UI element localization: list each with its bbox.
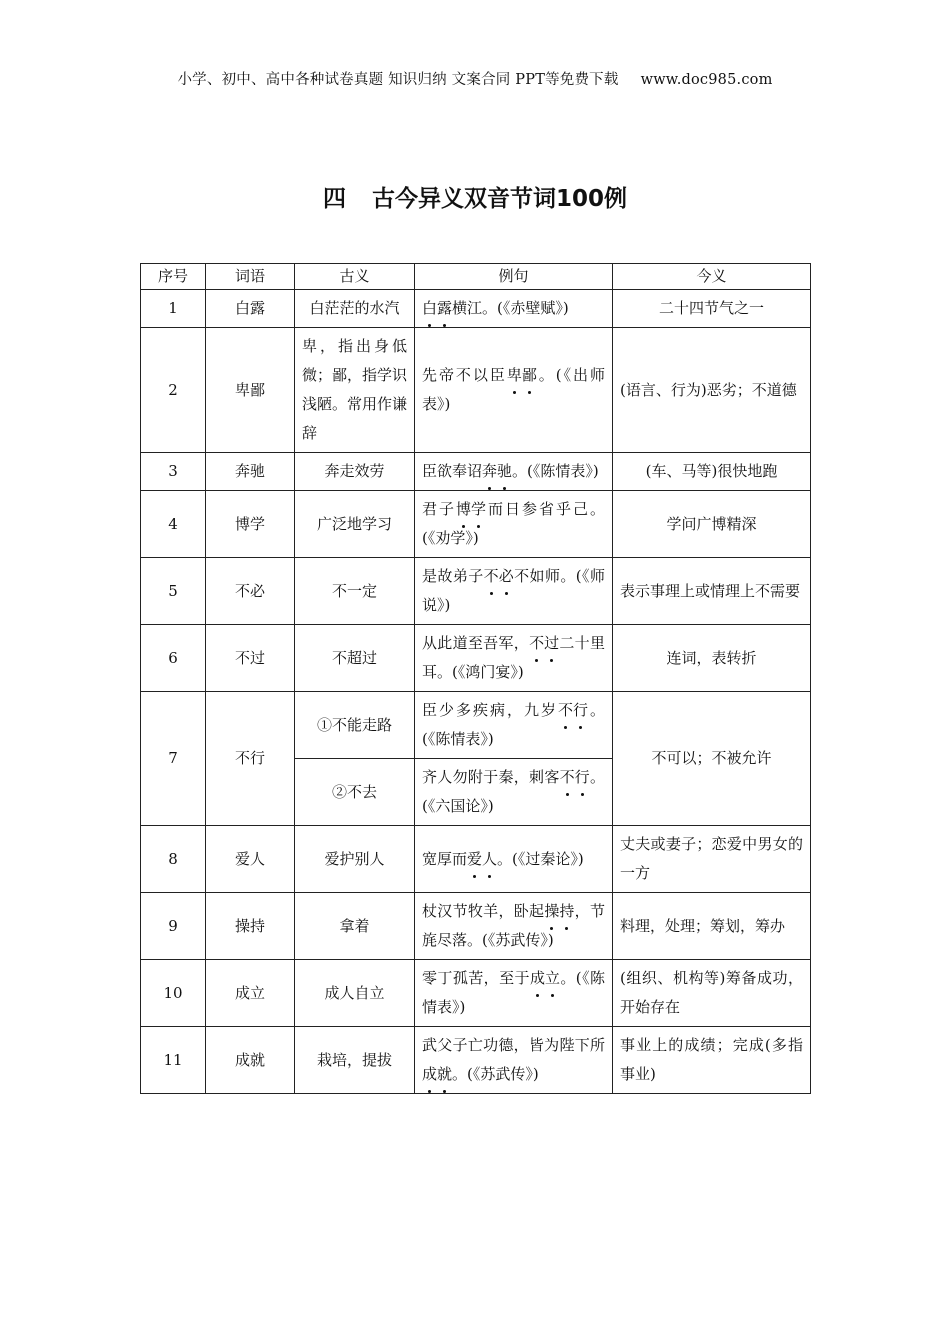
table-row [141,1027,811,1094]
example-post: ，节旄尽落。(《苏武传》) [422,902,605,949]
cell-modern: 表示事理上或情理上不需要 [613,558,811,625]
example-keyword [422,1065,452,1083]
cell-modern: 料理，处理；筹划，筹办 [613,893,811,960]
cell-modern: 二十四节气之一 [613,290,811,328]
example-keyword [456,500,486,518]
keyword-char: 行 [573,696,588,725]
cell-ancient: 爱护别人 [295,826,415,893]
example-post: 。(《六国论》) [422,768,605,815]
example-cell [415,625,613,692]
keyword-char: 露 [437,294,452,323]
example-pre: 齐人勿附于秦，刺客 [422,768,560,786]
header-example: 例句 [415,264,613,290]
example-post: 二十里耳。(《鸿门宴》) [422,634,605,681]
page-title [0,180,950,213]
example-cell [415,328,613,453]
example-keyword [530,969,560,987]
cell-modern: (语言、行为)恶劣；不道德 [613,328,811,453]
example-keyword [529,634,559,652]
example-post: 。(《出师表》) [422,366,605,413]
table-row [141,558,811,625]
keyword-char: 博 [456,495,471,524]
vocab-table [140,263,811,1094]
page-header [0,68,950,89]
example-keyword [422,299,452,317]
table-row [141,692,811,759]
keyword-char: 奔 [482,457,497,486]
keyword-char: 不 [560,763,575,792]
cell-word: 操持 [206,893,295,960]
cell-word: 奔驰 [206,453,295,491]
example-cell [415,558,613,625]
example-post: 。(《陈情表》) [512,462,599,480]
cell-word: 成就 [206,1027,295,1094]
example-post: 。(《过秦论》) [497,849,584,868]
example-pre: 零丁孤苦，至于 [422,969,530,987]
keyword-char: 立 [545,964,560,993]
example-cell [415,893,613,960]
cell-index: 1 [141,290,206,328]
header-modern: 今义 [613,264,811,290]
keyword-char: 鄙 [522,361,537,390]
example-cell [415,453,613,491]
table-header-row [141,264,811,290]
cell-word: 白露 [206,290,295,328]
cell-index: 11 [141,1027,206,1094]
example-cell [415,290,613,328]
keyword-char: 不 [529,629,544,658]
example-post: 不如师。(《师说》) [422,567,605,614]
header-url[interactable]: www.doc985.com [640,72,773,88]
cell-word: 不必 [206,558,295,625]
header-index: 序号 [141,264,206,290]
example-keyword [558,701,588,719]
cell-index: 9 [141,893,206,960]
example-pre: 是故弟子 [422,567,484,585]
example-keyword [467,850,497,868]
keyword-char: 爱 [467,845,482,874]
example-cell [415,491,613,558]
table-row [141,453,811,491]
cell-ancient: 不超过 [295,625,415,692]
example-cell [415,960,613,1027]
cell-index: 8 [141,826,206,893]
keyword-char: 白 [422,294,437,323]
cell-ancient: 成人自立 [295,960,415,1027]
cell-modern: (车、马等)很快地跑 [613,453,811,491]
keyword-char: 成 [530,964,545,993]
header-ancient: 古义 [295,264,415,290]
cell-ancient: ②不去 [295,759,415,826]
example-post: 而日参省乎己。(《劝学》) [422,500,605,547]
title-number: 四 [322,186,346,212]
cell-word: 爱人 [206,826,295,893]
table-row [141,491,811,558]
example-pre: 杖汉节牧羊，卧起 [422,902,545,920]
cell-word: 卑鄙 [206,328,295,453]
cell-word: 不行 [206,692,295,826]
example-pre: 先帝不以臣 [422,366,507,384]
example-cell [415,759,613,826]
keyword-char: 驰 [497,457,512,486]
keyword-char: 成 [422,1060,437,1089]
table-row [141,893,811,960]
table-row [141,826,811,893]
keyword-char: 不 [558,696,573,725]
example-post: 。(《陈情表》) [422,701,605,748]
example-post: 横江。(《赤壁赋》) [452,299,569,317]
example-cell [415,1027,613,1094]
cell-ancient: 白茫茫的水汽 [295,290,415,328]
keyword-char: 不 [484,562,499,591]
title-text: 古今异义双音节词100例 [371,186,627,212]
cell-modern: 事业上的成绩；完成(多指事业) [613,1027,811,1094]
example-keyword [544,902,574,920]
example-cell [415,826,613,893]
table-row [141,960,811,1027]
cell-ancient: 广泛地学习 [295,491,415,558]
example-keyword [507,366,537,384]
cell-modern: 学问广博精深 [613,491,811,558]
cell-index: 3 [141,453,206,491]
example-keyword [482,462,512,480]
example-cell [415,692,613,759]
example-pre: 宽厚而 [422,849,468,868]
cell-index: 2 [141,328,206,453]
keyword-char: 行 [575,763,590,792]
keyword-char: 操 [544,897,559,926]
keyword-char: 持 [559,897,574,926]
cell-ancient: 不一定 [295,558,415,625]
cell-modern: 丈夫或妻子；恋爱中男女的一方 [613,826,811,893]
table-row [141,328,811,453]
cell-ancient: 拿着 [295,893,415,960]
cell-ancient: 卑，指出身低微；鄙，指学识浅陋。常用作谦辞 [295,328,415,453]
keyword-char: 学 [471,495,486,524]
example-pre: 臣少多疾病，九岁 [422,701,558,719]
keyword-char: 过 [544,629,559,658]
cell-index: 6 [141,625,206,692]
cell-modern: 不可以；不被允许 [613,692,811,826]
keyword-char: 卑 [507,361,522,390]
table-row [141,290,811,328]
header-text: 小学、初中、高中各种试卷真题 知识归纳 文案合同 PPT等免费下载 [177,72,619,88]
cell-word: 不过 [206,625,295,692]
cell-index: 10 [141,960,206,1027]
cell-index: 4 [141,491,206,558]
cell-index: 5 [141,558,206,625]
keyword-char: 必 [499,562,514,591]
keyword-char: 人 [482,845,497,874]
cell-ancient: ①不能走路 [295,692,415,759]
cell-modern: (组织、机构等)筹备成功，开始存在 [613,960,811,1027]
cell-index: 7 [141,692,206,826]
header-word: 词语 [206,264,295,290]
keyword-char: 就 [437,1060,452,1089]
example-post: 。(《苏武传》) [452,1065,539,1083]
example-keyword [484,567,514,585]
example-post: 。(《陈情表》) [422,969,605,1016]
cell-modern: 连词，表转折 [613,625,811,692]
cell-ancient: 奔走效劳 [295,453,415,491]
example-pre: 武父子亡功德，皆为陛下所 [422,1036,605,1054]
table-row [141,625,811,692]
example-pre: 臣欲奉诏 [422,462,483,480]
cell-word: 成立 [206,960,295,1027]
example-pre: 君子 [422,500,456,518]
cell-word: 博学 [206,491,295,558]
example-pre: 从此道至吾军， [422,634,530,652]
example-keyword [560,768,590,786]
cell-ancient: 栽培，提拔 [295,1027,415,1094]
